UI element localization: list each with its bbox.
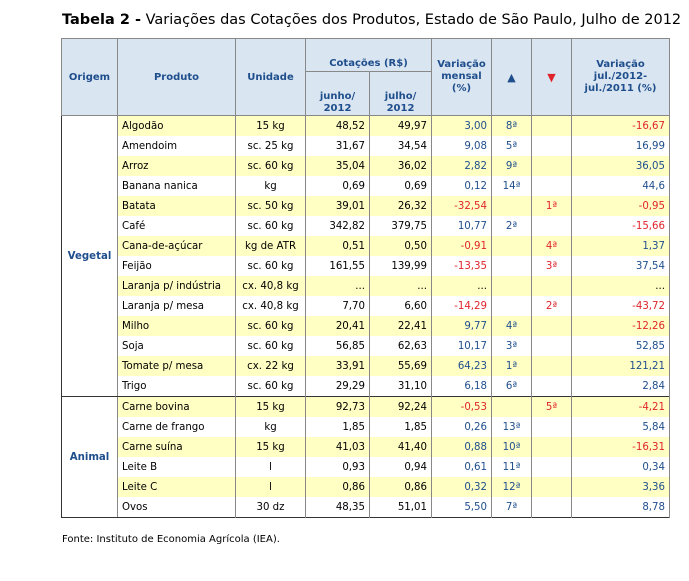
unidade-cell: cx. 40,8 kg xyxy=(236,276,306,296)
table-row xyxy=(62,276,670,296)
unidade-cell: l xyxy=(236,457,306,477)
rank-up-cell: 1ª xyxy=(492,356,532,376)
table-row xyxy=(62,356,670,376)
produto-cell: Café xyxy=(118,216,236,236)
rank-down-cell: 1ª xyxy=(532,196,572,216)
table-row xyxy=(62,136,670,156)
unidade-cell: 15 kg xyxy=(236,437,306,457)
header-variacao-mensal: Variação mensal (%) xyxy=(432,39,492,116)
table-row xyxy=(62,316,670,336)
rank-up-cell: 2ª xyxy=(492,216,532,236)
junho-value: 33,91 xyxy=(306,356,370,376)
junho-value: 48,35 xyxy=(306,497,370,518)
header-cotacoes: Cotações (R$) xyxy=(306,39,432,72)
rank-up-cell: 10ª xyxy=(492,437,532,457)
produto-cell: Leite B xyxy=(118,457,236,477)
produto-cell: Cana-de-açúcar xyxy=(118,236,236,256)
variacao-mensal-value: -0,53 xyxy=(432,397,492,418)
junho-value: 342,82 xyxy=(306,216,370,236)
unidade-cell: sc. 60 kg xyxy=(236,156,306,176)
rank-down-cell xyxy=(532,116,572,137)
junho-value: 92,73 xyxy=(306,397,370,418)
julho-value: 55,69 xyxy=(370,356,432,376)
variacao-mensal-value: 9,77 xyxy=(432,316,492,336)
produto-cell: Feijão xyxy=(118,256,236,276)
unidade-cell: kg de ATR xyxy=(236,236,306,256)
unidade-cell: sc. 60 kg xyxy=(236,376,306,397)
variacao-mensal-value: ... xyxy=(432,276,492,296)
variacao-anual-value: 52,85 xyxy=(572,336,670,356)
produto-cell: Laranja p/ indústria xyxy=(118,276,236,296)
down-arrow-icon: ▼ xyxy=(532,39,572,116)
price-table xyxy=(61,38,670,518)
unidade-cell: sc. 60 kg xyxy=(236,336,306,356)
produto-cell: Ovos xyxy=(118,497,236,518)
julho-value: 22,41 xyxy=(370,316,432,336)
rank-up-cell: 7ª xyxy=(492,497,532,518)
variacao-anual-value: 16,99 xyxy=(572,136,670,156)
produto-cell: Algodão xyxy=(118,116,236,137)
variacao-mensal-value: 10,17 xyxy=(432,336,492,356)
rank-up-cell: 13ª xyxy=(492,417,532,437)
julho-value: 36,02 xyxy=(370,156,432,176)
rank-down-cell xyxy=(532,437,572,457)
rank-up-cell: 9ª xyxy=(492,156,532,176)
rank-down-cell: 2ª xyxy=(532,296,572,316)
produto-cell: Arroz xyxy=(118,156,236,176)
produto-cell: Tomate p/ mesa xyxy=(118,356,236,376)
rank-down-cell xyxy=(532,356,572,376)
table-title-text: Variações das Cotações dos Produtos, Estado de São Paulo, Julho de 2012 xyxy=(145,12,682,28)
julho-value: 62,63 xyxy=(370,336,432,356)
variacao-anual-value: 1,37 xyxy=(572,236,670,256)
table-row xyxy=(62,236,670,256)
unidade-cell: cx. 40,8 kg xyxy=(236,296,306,316)
variacao-anual-value: -12,26 xyxy=(572,316,670,336)
unidade-cell: sc. 25 kg xyxy=(236,136,306,156)
unidade-cell: sc. 60 kg xyxy=(236,256,306,276)
junho-value: 48,52 xyxy=(306,116,370,137)
unidade-cell: kg xyxy=(236,176,306,196)
table-row xyxy=(62,457,670,477)
julho-value: 0,69 xyxy=(370,176,432,196)
julho-value: 49,97 xyxy=(370,116,432,137)
rank-down-cell xyxy=(532,136,572,156)
variacao-mensal-value: -32,54 xyxy=(432,196,492,216)
rank-down-cell xyxy=(532,216,572,236)
rank-up-cell: 4ª xyxy=(492,316,532,336)
unidade-cell: 15 kg xyxy=(236,116,306,137)
table-title xyxy=(62,12,681,28)
produto-cell: Batata xyxy=(118,196,236,216)
table-row xyxy=(62,336,670,356)
variacao-anual-value: -4,21 xyxy=(572,397,670,418)
junho-value: 0,93 xyxy=(306,457,370,477)
junho-value: 35,04 xyxy=(306,156,370,176)
origem-cell: Animal xyxy=(62,397,118,518)
julho-value: 6,60 xyxy=(370,296,432,316)
variacao-anual-value: -0,95 xyxy=(572,196,670,216)
junho-value: 1,85 xyxy=(306,417,370,437)
table-body xyxy=(62,116,670,518)
table-row xyxy=(62,156,670,176)
variacao-anual-value: 0,34 xyxy=(572,457,670,477)
rank-down-cell xyxy=(532,176,572,196)
unidade-cell: 30 dz xyxy=(236,497,306,518)
origem-cell: Vegetal xyxy=(62,116,118,397)
rank-down-cell: 5ª xyxy=(532,397,572,418)
unidade-cell: sc. 60 kg xyxy=(236,216,306,236)
produto-cell: Leite C xyxy=(118,477,236,497)
variacao-anual-value: 121,21 xyxy=(572,356,670,376)
produto-cell: Trigo xyxy=(118,376,236,397)
rank-down-cell xyxy=(532,417,572,437)
julho-value: 139,99 xyxy=(370,256,432,276)
julho-value: 34,54 xyxy=(370,136,432,156)
header-origem: Origem xyxy=(62,39,118,116)
produto-cell: Soja xyxy=(118,336,236,356)
junho-value: 31,67 xyxy=(306,136,370,156)
rank-up-cell xyxy=(492,236,532,256)
variacao-anual-value: ... xyxy=(572,276,670,296)
variacao-anual-value: 37,54 xyxy=(572,256,670,276)
variacao-mensal-value: -0,91 xyxy=(432,236,492,256)
rank-up-cell xyxy=(492,256,532,276)
rank-down-cell xyxy=(532,336,572,356)
table-row xyxy=(62,437,670,457)
table-row xyxy=(62,216,670,236)
unidade-cell: sc. 50 kg xyxy=(236,196,306,216)
rank-down-cell xyxy=(532,457,572,477)
rank-down-cell xyxy=(532,477,572,497)
unidade-cell: sc. 60 kg xyxy=(236,316,306,336)
variacao-mensal-value: 0,32 xyxy=(432,477,492,497)
variacao-anual-value: -15,66 xyxy=(572,216,670,236)
variacao-mensal-value: 2,82 xyxy=(432,156,492,176)
rank-down-cell xyxy=(532,497,572,518)
header-produto: Produto xyxy=(118,39,236,116)
rank-up-cell xyxy=(492,276,532,296)
variacao-mensal-value: 0,88 xyxy=(432,437,492,457)
junho-value: 161,55 xyxy=(306,256,370,276)
junho-value: 0,51 xyxy=(306,236,370,256)
variacao-anual-value: -16,31 xyxy=(572,437,670,457)
julho-value: 31,10 xyxy=(370,376,432,397)
julho-value: 51,01 xyxy=(370,497,432,518)
junho-value: 39,01 xyxy=(306,196,370,216)
rank-up-cell: 5ª xyxy=(492,136,532,156)
table-title-prefix: Tabela 2 - xyxy=(62,12,141,28)
junho-value: 56,85 xyxy=(306,336,370,356)
junho-value: 0,86 xyxy=(306,477,370,497)
julho-value: 379,75 xyxy=(370,216,432,236)
table-row xyxy=(62,497,670,518)
header-variacao-anual: Variação jul./2012- jul./2011 (%) xyxy=(572,39,670,116)
rank-up-cell: 8ª xyxy=(492,116,532,137)
julho-value: 0,86 xyxy=(370,477,432,497)
table-row xyxy=(62,296,670,316)
rank-down-cell xyxy=(532,316,572,336)
variacao-anual-value: -16,67 xyxy=(572,116,670,137)
variacao-mensal-value: 3,00 xyxy=(432,116,492,137)
rank-down-cell xyxy=(532,156,572,176)
julho-value: ... xyxy=(370,276,432,296)
variacao-mensal-value: 5,50 xyxy=(432,497,492,518)
unidade-cell: l xyxy=(236,477,306,497)
produto-cell: Milho xyxy=(118,316,236,336)
header-julho: julho/ 2012 xyxy=(370,72,432,116)
variacao-mensal-value: 6,18 xyxy=(432,376,492,397)
junho-value: 29,29 xyxy=(306,376,370,397)
variacao-anual-value: 5,84 xyxy=(572,417,670,437)
table-row xyxy=(62,256,670,276)
variacao-mensal-value: -14,29 xyxy=(432,296,492,316)
rank-up-cell xyxy=(492,196,532,216)
variacao-mensal-value: 10,77 xyxy=(432,216,492,236)
table-row xyxy=(62,116,670,137)
rank-up-cell xyxy=(492,296,532,316)
source-note: Fonte: Instituto de Economia Agrícola (IEA). xyxy=(62,534,280,545)
rank-up-cell: 3ª xyxy=(492,336,532,356)
variacao-anual-value: 44,6 xyxy=(572,176,670,196)
produto-cell: Banana nanica xyxy=(118,176,236,196)
variacao-mensal-value: 64,23 xyxy=(432,356,492,376)
julho-value: 41,40 xyxy=(370,437,432,457)
up-arrow-icon: ▲ xyxy=(492,39,532,116)
rank-down-cell: 3ª xyxy=(532,256,572,276)
junho-value: 20,41 xyxy=(306,316,370,336)
variacao-mensal-value: 0,61 xyxy=(432,457,492,477)
rank-down-cell: 4ª xyxy=(532,236,572,256)
rank-up-cell: 6ª xyxy=(492,376,532,397)
julho-value: 0,94 xyxy=(370,457,432,477)
variacao-anual-value: 36,05 xyxy=(572,156,670,176)
header-unidade: Unidade xyxy=(236,39,306,116)
produto-cell: Amendoim xyxy=(118,136,236,156)
variacao-anual-value: -43,72 xyxy=(572,296,670,316)
junho-value: ... xyxy=(306,276,370,296)
julho-value: 26,32 xyxy=(370,196,432,216)
unidade-cell: cx. 22 kg xyxy=(236,356,306,376)
rank-up-cell: 14ª xyxy=(492,176,532,196)
table-row xyxy=(62,477,670,497)
junho-value: 41,03 xyxy=(306,437,370,457)
table-row xyxy=(62,397,670,418)
variacao-mensal-value: 0,12 xyxy=(432,176,492,196)
junho-value: 7,70 xyxy=(306,296,370,316)
table-row xyxy=(62,176,670,196)
produto-cell: Carne bovina xyxy=(118,397,236,418)
rank-up-cell: 11ª xyxy=(492,457,532,477)
variacao-anual-value: 2,84 xyxy=(572,376,670,397)
unidade-cell: 15 kg xyxy=(236,397,306,418)
rank-down-cell xyxy=(532,376,572,397)
variacao-mensal-value: 0,26 xyxy=(432,417,492,437)
rank-up-cell: 12ª xyxy=(492,477,532,497)
table-row xyxy=(62,376,670,397)
julho-value: 1,85 xyxy=(370,417,432,437)
julho-value: 92,24 xyxy=(370,397,432,418)
table-row xyxy=(62,196,670,216)
variacao-anual-value: 3,36 xyxy=(572,477,670,497)
rank-up-cell xyxy=(492,397,532,418)
header-junho: junho/ 2012 xyxy=(306,72,370,116)
junho-value: 0,69 xyxy=(306,176,370,196)
unidade-cell: kg xyxy=(236,417,306,437)
produto-cell: Carne de frango xyxy=(118,417,236,437)
variacao-mensal-value: 9,08 xyxy=(432,136,492,156)
rank-down-cell xyxy=(532,276,572,296)
julho-value: 0,50 xyxy=(370,236,432,256)
variacao-anual-value: 8,78 xyxy=(572,497,670,518)
produto-cell: Laranja p/ mesa xyxy=(118,296,236,316)
produto-cell: Carne suína xyxy=(118,437,236,457)
table-row xyxy=(62,417,670,437)
variacao-mensal-value: -13,35 xyxy=(432,256,492,276)
